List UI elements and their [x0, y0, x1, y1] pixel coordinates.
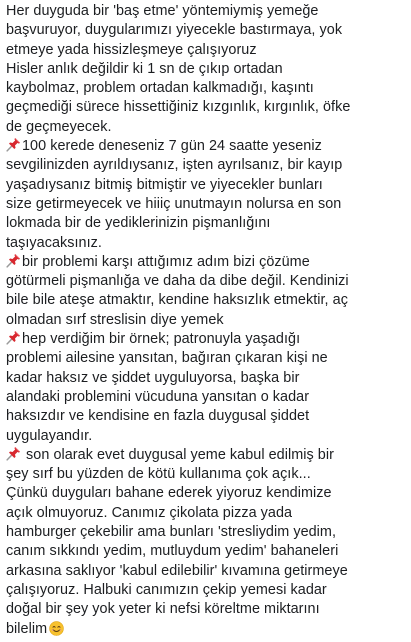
line-text: açık olmuyoruz. Canımız çikolata pizza yada — [6, 504, 293, 521]
text-line — [6, 504, 408, 523]
text-line — [6, 195, 408, 214]
line-text: haksızdır ve kendisine en fazla duygusal şiddet — [6, 408, 310, 425]
pushpin-icon — [6, 253, 21, 268]
line-text: bilelim — [6, 620, 48, 637]
line-text: hep verdiğim bir örnek; patronuyla yaşadığı — [22, 331, 301, 348]
line-text: çalışıyoruz. Halbuki canımızın çekip yemesi kadar — [6, 581, 327, 598]
line-text: de geçmeyecek. — [6, 118, 112, 135]
text-line — [6, 446, 408, 465]
line-text: problemi ailesine yansıtan, bağıran çıkaran kişi ne — [6, 350, 328, 367]
line-text: bir problemi karşı attığımız adım bizi çözüme — [22, 253, 310, 270]
text-line — [6, 79, 408, 98]
text-line — [6, 272, 408, 291]
line-text: götürmeli pişmanlığa ve daha da dibe değil. Kendinizi — [6, 273, 349, 290]
text-line — [6, 98, 408, 117]
line-text: etmeye yada hissizleşmeye çalışıyoruz — [6, 41, 257, 58]
text-line — [6, 581, 408, 600]
line-text: başvuruyor, duygularımızı yiyecekle bastırmaya, yok — [6, 22, 343, 39]
line-text: uygulayandır. — [6, 427, 93, 444]
text-line — [6, 620, 408, 639]
text-line — [6, 484, 408, 503]
line-text: kadar haksız ve şiddet uyguluyorsa, başka bir — [6, 369, 300, 386]
line-text: alandaki problemini vücuduna yansıtan o kadar — [6, 388, 310, 405]
line-text: Her duyguda bir 'baş etme' yöntemiymiş yemeğe — [6, 3, 319, 19]
text-line — [6, 542, 408, 561]
smiling-face-icon — [49, 621, 64, 636]
line-text: 100 kerede deneseniz 7 gün 24 saatte yeseniz — [22, 138, 322, 155]
text-line — [6, 407, 408, 426]
text-line — [6, 388, 408, 407]
text-line — [6, 465, 408, 484]
post-body — [6, 2, 408, 639]
text-line — [6, 41, 408, 60]
text-line — [6, 253, 408, 272]
text-line — [6, 349, 408, 368]
line-text: doğal bir şey yok yeter ki nefsi köreltme miktarını — [6, 601, 320, 618]
line-text: Çünkü duyguları bahane ederek yiyoruz kendimize — [6, 485, 332, 502]
line-text: hamburger çekebilir ama bunları 'stresliydim yedim, — [6, 524, 337, 541]
line-text: arkasına saklıyor 'kabul edilebilir' kıvamına getirmeye — [6, 562, 348, 579]
text-line — [6, 137, 408, 156]
text-line — [6, 600, 408, 619]
line-text: kaybolmaz, problem ortadan kalkmadığı, kaşıntı — [6, 80, 314, 97]
line-text: yaşadıysanız bitmiş bitmiştir ve yiyecekler bunları — [6, 176, 323, 193]
text-line — [6, 311, 408, 330]
pushpin-icon — [6, 137, 21, 152]
line-text: lokmada bir de yediklerinizin pişmanlığını — [6, 215, 271, 232]
line-text: canım sıkkındı yedim, mutluydum yedim' bahaneleri — [6, 543, 339, 560]
text-line — [6, 523, 408, 542]
line-text: size getirmeyecek ve hiiiç unutmayın nolursa en son — [6, 195, 342, 212]
text-line — [6, 60, 408, 79]
text-line — [6, 176, 408, 195]
line-text: bile bile ateşe atmaktır, kendine haksızlık etmektir, aç — [6, 292, 348, 309]
text-line — [6, 214, 408, 233]
text-line — [6, 291, 408, 310]
pushpin-icon — [6, 446, 21, 461]
text-line — [6, 118, 408, 137]
text-line — [6, 21, 408, 40]
text-line — [6, 369, 408, 388]
text-line — [6, 330, 408, 349]
text-line — [6, 156, 408, 175]
line-text: sevgilinizden ayrıldıysanız, işten ayrılsanız, bir kayıp — [6, 157, 343, 174]
line-text: taşıyacaksınız. — [6, 234, 102, 251]
line-text: Hisler anlık değildir ki 1 sn de çıkıp ortadan — [6, 60, 283, 77]
line-text: son olarak evet duygusal yeme kabul edilmiş bir — [22, 446, 334, 463]
pushpin-icon — [6, 330, 21, 345]
text-line — [6, 2, 408, 21]
line-text: geçmediği sürece hissettiğiniz kızgınlık, kırgınlık, öfke — [6, 99, 351, 116]
text-line — [6, 234, 408, 253]
line-text: olmadan sırf streslisin diye yemek — [6, 311, 224, 328]
text-line — [6, 427, 408, 446]
text-line — [6, 562, 408, 581]
line-text: şey sırf bu yüzden de kötü kullanıma çok açık... — [6, 466, 311, 483]
